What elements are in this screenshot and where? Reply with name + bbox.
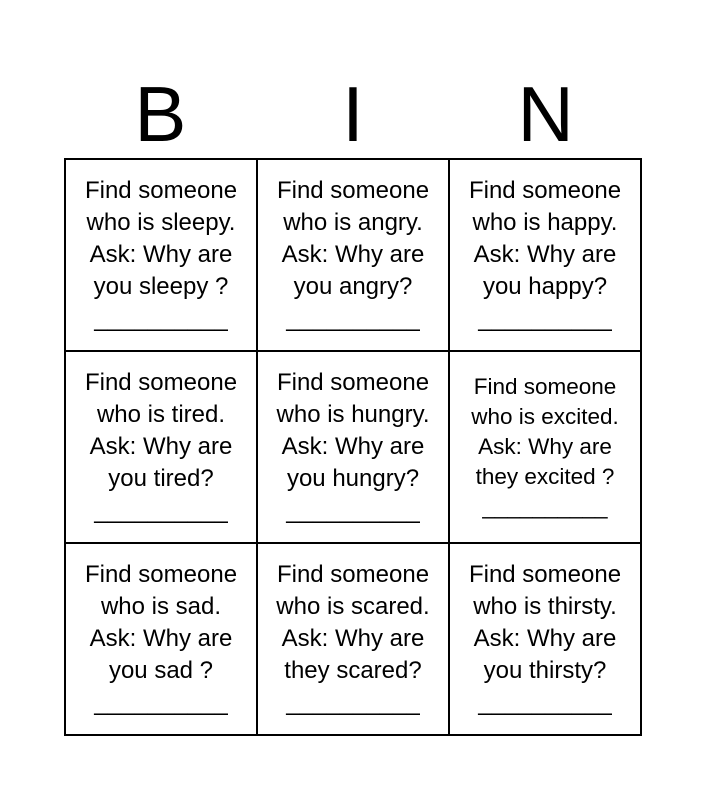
bingo-header: [64, 70, 642, 158]
answer-blank: __________: [286, 497, 420, 524]
header-letter-n: N: [517, 70, 574, 158]
answer-blank: __________: [94, 305, 228, 332]
cell-text: Find someone: [276, 369, 430, 396]
answer-blank: __________: [482, 494, 608, 519]
cell-text: Ask: Why are: [89, 625, 233, 652]
cell-text: who is angry.: [283, 209, 423, 236]
cell-text: who is scared.: [276, 593, 430, 620]
answer-blank: __________: [94, 689, 228, 716]
cell-text: Ask: Why are: [281, 241, 425, 268]
cell-text: Ask: Why are: [473, 625, 617, 652]
cell-text: you hungry?: [286, 465, 420, 492]
cell-text: who is happy.: [472, 209, 618, 236]
cell-text: Ask: Why are: [478, 434, 612, 459]
cell-text: Find someone: [276, 177, 430, 204]
cell-text: Find someone: [468, 177, 622, 204]
cell-text: Ask: Why are: [281, 625, 425, 652]
cell-text: who is thirsty.: [473, 593, 617, 620]
bingo-cell-scared: [258, 544, 450, 736]
answer-blank: __________: [478, 305, 612, 332]
header-letter-b: B: [134, 70, 187, 158]
bingo-cell-excited: [450, 352, 642, 544]
cell-text: Find someone: [473, 374, 617, 399]
cell-text: Find someone: [84, 177, 238, 204]
cell-text: Find someone: [276, 561, 430, 588]
bingo-cell-tired: [66, 352, 258, 544]
bingo-cell-sad: [66, 544, 258, 736]
cell-text: who is sleepy.: [86, 209, 236, 236]
bingo-cell-sleepy: [66, 160, 258, 352]
answer-blank: __________: [286, 689, 420, 716]
answer-blank: __________: [478, 689, 612, 716]
cell-text: who is excited.: [471, 404, 619, 429]
cell-text: Find someone: [84, 369, 238, 396]
cell-text: who is tired.: [96, 401, 226, 428]
cell-text: they scared?: [284, 657, 422, 684]
cell-text: you thirsty?: [483, 657, 607, 684]
bingo-cell-hungry: [258, 352, 450, 544]
cell-text: Find someone: [468, 561, 622, 588]
cell-text: you angry?: [293, 273, 413, 300]
cell-text: Find someone: [84, 561, 238, 588]
cell-text: you sleepy ?: [93, 273, 229, 300]
cell-text: you happy?: [482, 273, 608, 300]
bingo-cell-thirsty: [450, 544, 642, 736]
bingo-cell-happy: [450, 160, 642, 352]
bingo-grid: [64, 158, 642, 736]
header-letter-i: I: [342, 70, 364, 158]
cell-text: you sad ?: [108, 657, 214, 684]
cell-text: Ask: Why are: [281, 433, 425, 460]
cell-text: you tired?: [108, 465, 214, 492]
cell-text: who is hungry.: [276, 401, 430, 428]
answer-blank: __________: [286, 305, 420, 332]
bingo-cell-angry: [258, 160, 450, 352]
cell-text: who is sad.: [100, 593, 222, 620]
cell-text: Ask: Why are: [89, 241, 233, 268]
cell-text: Ask: Why are: [473, 241, 617, 268]
answer-blank: __________: [94, 497, 228, 524]
cell-text: they excited ?: [475, 464, 615, 489]
cell-text: Ask: Why are: [89, 433, 233, 460]
